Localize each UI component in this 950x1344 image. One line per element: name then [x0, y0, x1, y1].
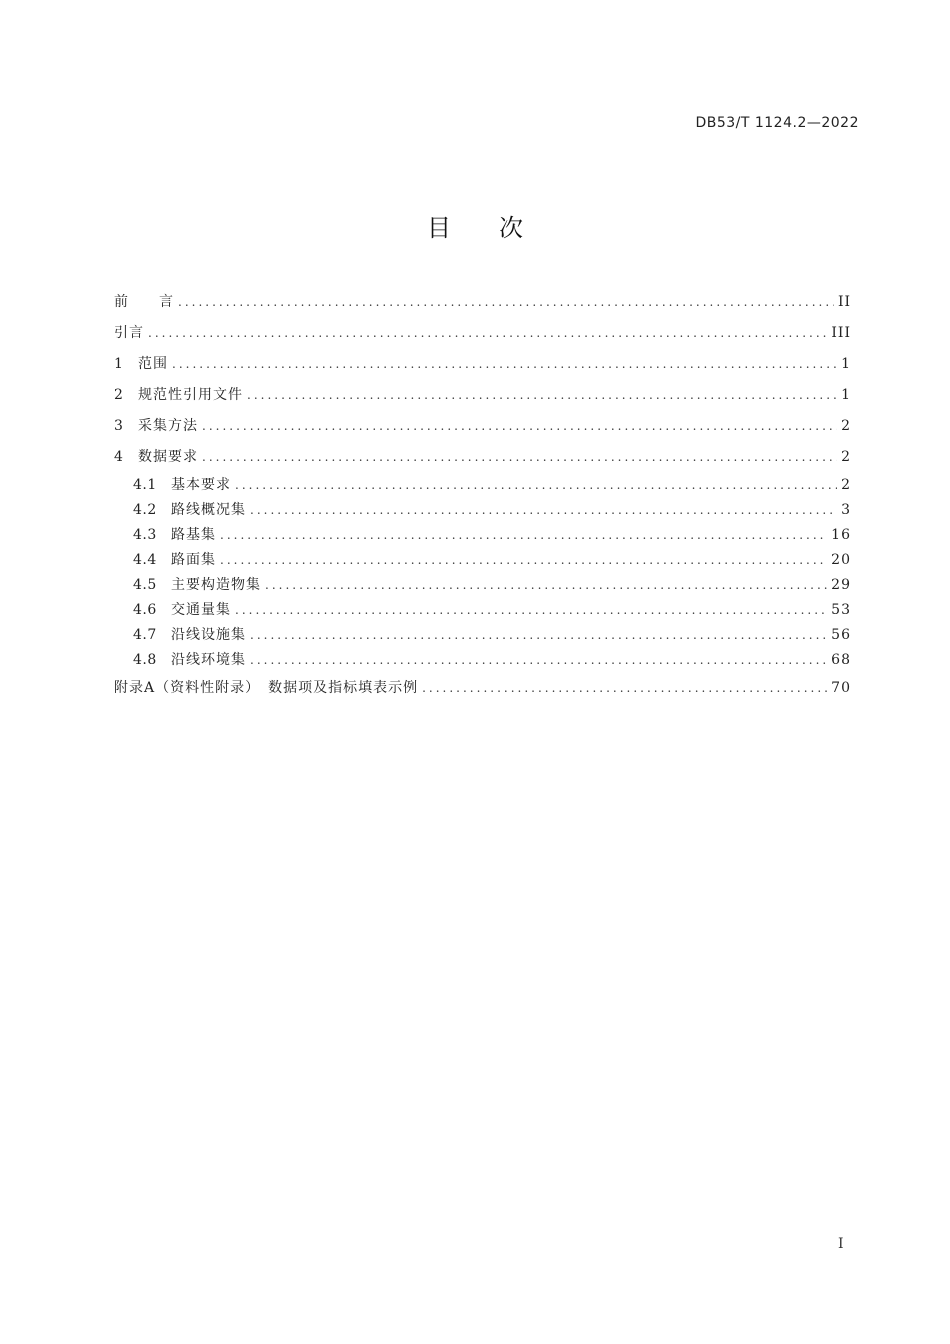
toc-entry-basic-requirements[interactable]: [114, 473, 851, 498]
toc-entry-label: 路线概况集: [171, 502, 246, 518]
toc-leader-dots: [202, 442, 837, 473]
toc-leader-dots: [178, 287, 834, 318]
title-char-2: 次: [499, 214, 523, 242]
document-code: DB53/T 1124.2—2022: [695, 115, 859, 131]
toc-leader-dots: [250, 498, 837, 523]
toc-entry-route-overview-set[interactable]: [114, 498, 851, 523]
page-title: [0, 208, 950, 243]
table-of-contents: [114, 287, 851, 704]
toc-entry-label: 沿线设施集: [171, 627, 246, 643]
toc-entry-pavement-set[interactable]: [114, 548, 851, 573]
toc-entry-page: 1: [841, 387, 851, 403]
toc-entry-normative-references[interactable]: [114, 380, 851, 411]
toc-entry-page: 1: [841, 356, 851, 372]
toc-entry-number: 4.2: [133, 502, 157, 518]
toc-entry-label: 引言: [114, 325, 144, 341]
toc-entry-page: 20: [831, 552, 851, 568]
toc-entry-collection-method[interactable]: [114, 411, 851, 442]
toc-leader-dots: [265, 573, 827, 598]
toc-leader-dots: [220, 548, 827, 573]
toc-entry-number: 2: [114, 387, 124, 403]
toc-leader-dots: [422, 673, 827, 704]
toc-leader-dots: [247, 380, 837, 411]
toc-entry-page: 56: [831, 627, 851, 643]
toc-entry-subgrade-set[interactable]: [114, 523, 851, 548]
toc-entry-number: 4: [114, 449, 124, 465]
toc-entry-page: 29: [831, 577, 851, 593]
toc-entry-page: 2: [841, 449, 851, 465]
toc-entry-scope[interactable]: [114, 349, 851, 380]
toc-entry-traffic-volume-set[interactable]: [114, 598, 851, 623]
toc-entry-number: 1: [114, 356, 124, 372]
toc-entry-page: 2: [841, 418, 851, 434]
toc-entry-label: 范围: [138, 356, 168, 372]
toc-entry-number: 4.7: [133, 627, 157, 643]
toc-entry-page: 2: [841, 477, 851, 493]
toc-leader-dots: [172, 349, 837, 380]
toc-leader-dots: [250, 648, 827, 673]
toc-entry-number: 4.5: [133, 577, 157, 593]
toc-entry-label: 采集方法: [138, 418, 198, 434]
toc-entry-label: 附录A（资料性附录） 数据项及指标填表示例: [114, 680, 419, 696]
toc-entry-number: 4.6: [133, 602, 157, 618]
toc-entry-appendix-a[interactable]: [114, 673, 851, 704]
toc-entry-page: 70: [831, 680, 851, 696]
toc-entry-foreword[interactable]: [114, 287, 851, 318]
toc-entry-page: 16: [831, 527, 851, 543]
page-number: I: [838, 1236, 844, 1252]
toc-entry-label: 基本要求: [171, 477, 231, 493]
toc-entry-label: 路基集: [171, 527, 216, 543]
title-char-1: 目: [427, 214, 451, 242]
toc-entry-page: II: [837, 294, 851, 310]
toc-entry-number: 4.1: [133, 477, 157, 493]
toc-leader-dots: [220, 523, 827, 548]
toc-entry-page: III: [831, 325, 851, 341]
toc-entry-number: 3: [114, 418, 124, 434]
toc-entry-introduction[interactable]: [114, 318, 851, 349]
toc-entry-number: 4.4: [133, 552, 157, 568]
toc-leader-dots: [148, 318, 827, 349]
toc-entry-label: 沿线环境集: [171, 652, 246, 668]
toc-entry-number: 4.8: [133, 652, 157, 668]
toc-entry-page: 53: [831, 602, 851, 618]
toc-entry-main-structures-set[interactable]: [114, 573, 851, 598]
toc-entry-number: 4.3: [133, 527, 157, 543]
toc-entry-roadside-facilities-set[interactable]: [114, 623, 851, 648]
toc-entry-page: 68: [831, 652, 851, 668]
toc-entry-label: 前 言: [114, 294, 174, 310]
toc-leader-dots: [250, 623, 827, 648]
toc-entry-label: 路面集: [171, 552, 216, 568]
toc-entry-label: 主要构造物集: [171, 577, 261, 593]
toc-leader-dots: [235, 473, 837, 498]
toc-leader-dots: [202, 411, 837, 442]
toc-entry-label: 规范性引用文件: [138, 387, 243, 403]
toc-leader-dots: [235, 598, 827, 623]
toc-entry-roadside-environment-set[interactable]: [114, 648, 851, 673]
toc-entry-label: 数据要求: [138, 449, 198, 465]
toc-entry-data-requirements[interactable]: [114, 442, 851, 473]
toc-entry-label: 交通量集: [171, 602, 231, 618]
toc-entry-page: 3: [841, 502, 851, 518]
